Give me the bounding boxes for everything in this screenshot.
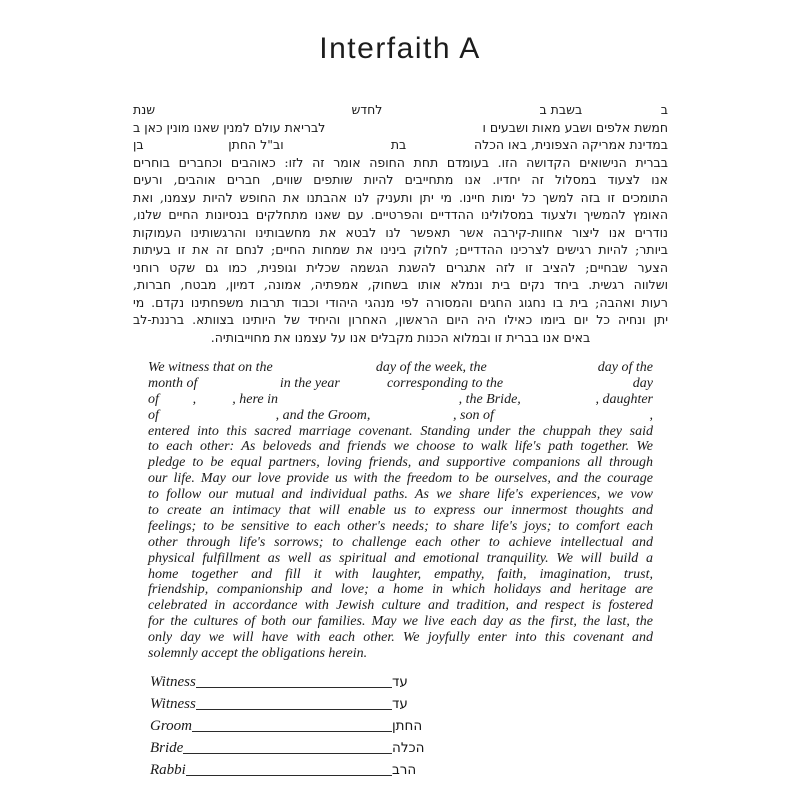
text-segment: , [649,407,653,423]
english-line: feelings; to be sensitive to each other's needs; to share life's joys; to comfort each [148,518,653,534]
signature-row-witness-1 [150,691,450,713]
text-segment: day of the week, the [375,360,487,375]
hebrew-line: ושלווה רגשית. ביחד נקים בית ונמלא אותו בשחוק, אמפתיה, אמונה, דמיון, מבטח, חברות, [133,277,668,292]
english-line [148,360,653,376]
signature-line [192,731,392,732]
english-line: to follow our mutual and individual paths. As we share life's experiences, we vow [148,487,653,503]
signature-hebrew-label: הכלה [392,740,425,756]
signature-label: Rabbi [150,762,186,778]
hebrew-line: באים אנו בברית זו ובמלוא הכנות מקבלים אנו על עצמנו את מחוייבותיה. [210,329,591,345]
english-line: only day we will have with each other. We joyfully enter into this covenant and [148,630,653,646]
english-line: to create an intimacy that will enable us to express our innermost thoughts and [148,503,653,519]
text-segment: of [148,407,159,423]
text-segment: , daughter [595,391,653,407]
text-segment: לבריאת עולם למנין שאנו מונין כאן ב [133,119,326,135]
hebrew-line: אנו לצעוד במסלול זה יחדיו. אנו מתחייבים להיות שותפים שווים, חברים אוהבים, ורעים [133,172,668,187]
text-segment: בן [133,137,144,152]
text-segment: וב"ל החתן [228,137,284,152]
signature-hebrew-label: הרב [392,762,417,778]
signature-line-group [150,674,392,691]
signature-line [196,687,392,688]
hebrew-line: האומץ להמשיך ולצעוד במסלולינו ההדדיים והפרטיים. עם שאנו מתחלקים בנסיונות החיים שלנו, [133,207,668,222]
hebrew-line: נודרים אנו ליצור אחוות-קירבה אשר תאפשר לנו לבטא את מחשבותינו והרגשותינו העמוקות [133,224,668,240]
english-line: our life. May our love provide us with the freedom to be ourselves, and the courage [148,471,653,487]
text-segment: , [192,391,197,407]
text-segment: day [632,375,653,391]
signature-line [196,709,392,710]
text-segment: , the Bride, [458,391,521,407]
english-line: pledge to be equal partners, loving friends, and supportive companions all through [148,455,653,471]
text-segment: We witness that on the [148,360,273,375]
hebrew-line [133,101,668,119]
english-text-block [148,360,653,662]
text-segment: בת [390,137,407,152]
text-segment: , son of [453,407,494,423]
english-line: entered into this sacred marriage covenant. Standing under the chuppah they said [148,423,653,439]
signature-label: Groom [150,718,192,734]
text-segment: month of [148,375,198,391]
english-line: solemnly accept the obligations herein. [148,646,368,662]
signature-hebrew-label: עד [392,674,408,690]
text-segment: חמשת אלפים ושבע מאות ושבעים ו [482,119,668,135]
signature-row-rabbi-4 [150,757,450,779]
signature-row-witness-0 [150,669,450,691]
english-line [148,392,653,408]
signature-line-group [150,718,392,735]
english-line [148,376,653,392]
text-segment: לחדש [351,102,383,117]
text-segment: שנת [133,102,156,117]
english-line: for the cultures of both our families. May we live each day as the first, the last, the [148,614,653,630]
english-line: friendship, companionship and love; a home in which holidays and heritage are [148,582,653,598]
signature-hebrew-label: עד [392,696,408,712]
signature-line [186,775,392,776]
hebrew-text-block [133,101,668,346]
hebrew-line [133,136,668,154]
text-segment: , and the Groom, [275,407,371,423]
hebrew-line: בברית הנישואים הקדושה הזו. בעומדם תחת החופה אומר זה לזו: כאוהבים וכחברים בוחרים [133,154,668,170]
hebrew-line: יתן ונחיה כל יום ביומו כאילו היה היום הראשון, האחרון והיחיד של היותינו בצוותא. ברננת-לב [133,312,668,327]
text-segment: corresponding to the [386,375,504,391]
hebrew-line [133,119,668,137]
english-line: physical fulfillment as well as spiritual and emotional tranquility. We will build a [148,550,653,566]
signature-line-group [150,740,392,757]
signature-label: Bride [150,740,184,756]
hebrew-line: התומכים זו בזה למשך כל ימות חיינו. מי יתן ותעניק לנו אהבתנו את החופש להיות עצמנו, ואת [133,189,668,205]
signature-label: Witness [150,674,196,690]
text-segment: in the year [279,375,340,391]
signature-label: Witness [150,696,196,712]
english-line [148,408,653,424]
signature-line-group [150,762,392,779]
text-segment: day of the [597,360,653,375]
text-segment: במדינת אמריקה הצפונית, באו הכלה [473,137,668,152]
signature-hebrew-label: החתן [392,718,423,734]
english-line: home together and fill it with laughter, empathy, faith, imagination, trust, [148,566,653,582]
english-line: to each other: As beloveds and friends we choose to walk life's path together. We [148,439,653,455]
hebrew-line: רעות ואהבה; בית בו נחגוג החגים והמסורה לפי מנהגי היהודי וכבוד תרבות משפחתינו נקדם. מי [133,294,668,310]
page-title: Interfaith A [319,32,481,65]
text-segment: בשבת ב [539,102,583,117]
english-line: celebrated in accordance with Jewish culture and tradition, and respect is fostered [148,598,653,614]
signature-row-bride-3 [150,735,450,757]
text-segment: ב [660,102,668,117]
signature-line-group [150,696,392,713]
hebrew-line: ביותר; להיות רגישים לצרכינו ההדדיים; לחלוק בינינו את שמחות החיים; לנחם זה את זו בעיתות [133,242,668,257]
signature-block [150,669,450,779]
signature-line [183,753,392,754]
text-segment: of [148,391,159,407]
english-line: other through life's sorrows; to challenge each other to achieve intellectual and [148,534,653,550]
signature-row-groom-2 [150,713,450,735]
hebrew-line: הצער שבחיים; להציב זו לזה אתגרים להשגת הגשמה שכלית וגופנית, כמו גם שקט רוחני [133,259,668,275]
text-segment: , here in [232,391,278,407]
